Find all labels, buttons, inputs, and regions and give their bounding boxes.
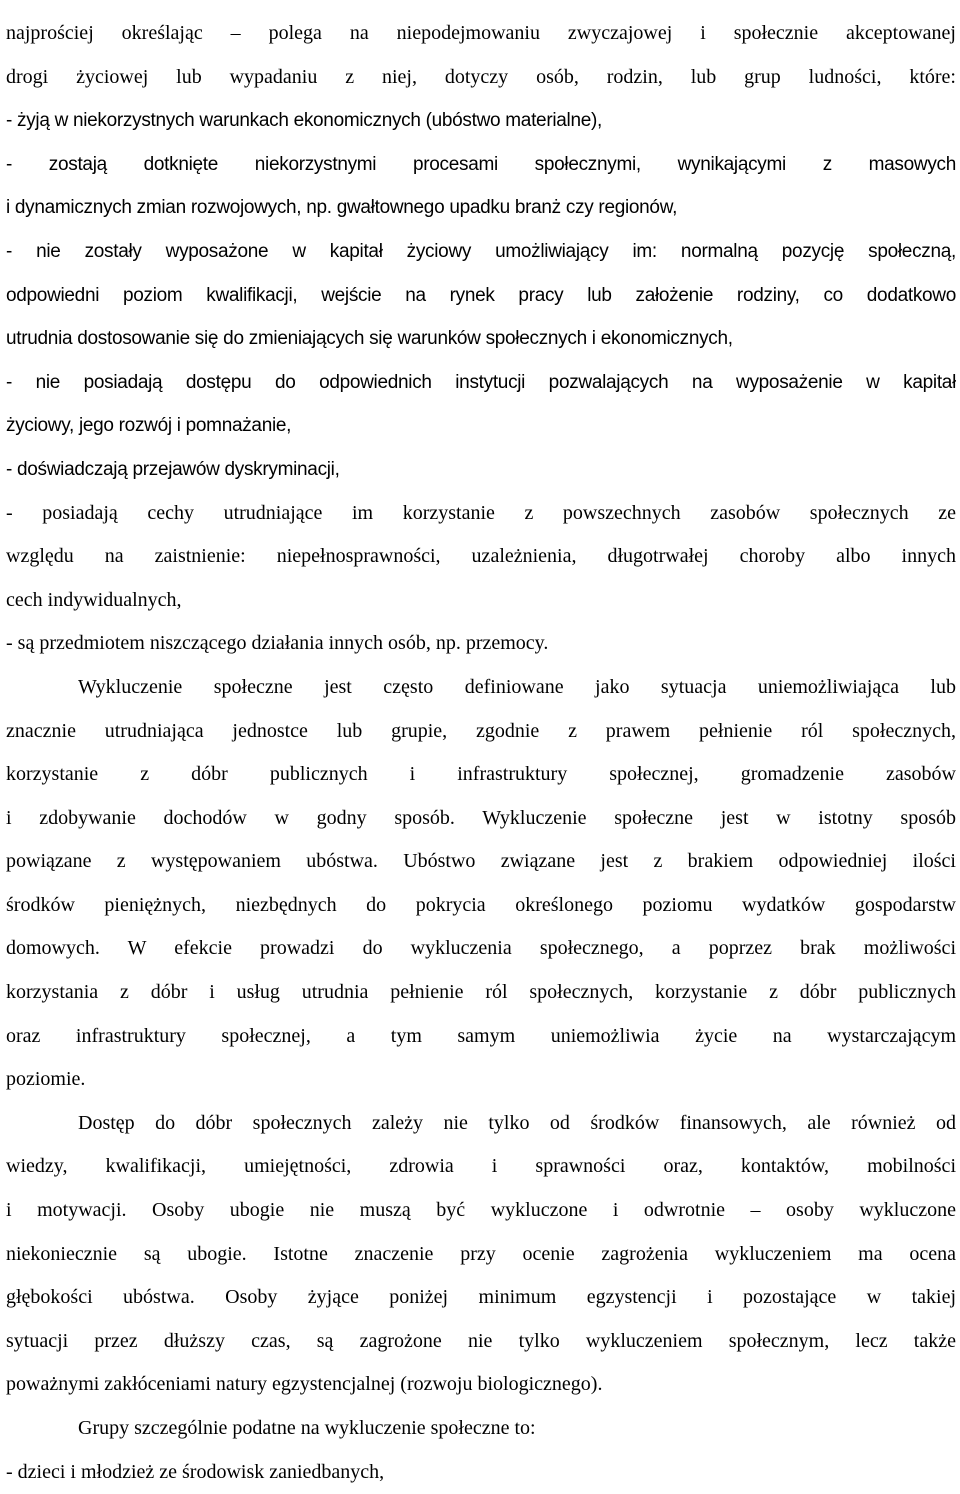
text-line: znacznie utrudniająca jednostce lub grupie, zgodnie z prawem pełnienie ról społecznych, — [6, 719, 956, 742]
text-line: poważnymi zakłóceniami natury egzystencjalnej (rozwoju biologicznego). — [6, 1373, 603, 1396]
text-line: korzystanie z dóbr publicznych i infrastruktury społecznej, gromadzenie zasobów — [6, 763, 956, 786]
text-line: - są przedmiotem niszczącego działania innych osób, np. przemocy. — [6, 632, 549, 655]
text-line: wiedzy, kwalifikacji, umiejętności, zdrowia i sprawności oraz, kontaktów, mobilności — [6, 1155, 956, 1178]
text-line: sytuacji przez dłuższy czas, są zagrożone nie tylko wykluczeniem społecznym, lecz także — [6, 1329, 956, 1352]
text-line: domowych. W efekcie prowadzi do wykluczenia społecznego, a poprzez brak możliwości — [6, 937, 956, 960]
text-line: i motywacji. Osoby ubogie nie muszą być wykluczone i odwrotnie – osoby wykluczone — [6, 1199, 956, 1222]
text-line: - dzieci i młodzież ze środowisk zaniedbanych, — [6, 1460, 385, 1483]
text-line: niekoniecznie są ubogie. Istotne znaczenie przy ocenie zagrożenia wykluczeniem ma ocena — [6, 1242, 956, 1265]
document-page — [6, 12, 956, 1494]
text-line: względu na zaistnienie: niepełnosprawności, uzależnienia, długotrwałej choroby albo innych — [6, 545, 956, 568]
text-line: cech indywidualnych, — [6, 588, 182, 611]
text-line: - nie posiadają dostępu do odpowiednich instytucji pozwalających na wyposażenie w kapitał — [6, 371, 956, 393]
text-line: - posiadają cechy utrudniające im korzystanie z powszechnych zasobów społecznych ze — [6, 501, 956, 524]
text-line: drogi życiowej lub wypadaniu z niej, dotyczy osób, rodzin, lub grup ludności, które: — [6, 65, 956, 88]
text-line: - doświadczają przejawów dyskryminacji, — [6, 458, 340, 480]
text-line: - nie zostały wyposażone w kapitał życiowy umożliwiający im: normalną pozycję społeczną, — [6, 240, 956, 262]
text-line: - zostają dotknięte niekorzystnymi procesami społecznymi, wynikającymi z masowych — [6, 153, 956, 175]
text-line: środków pieniężnych, niezbędnych do pokrycia określonego poziomu wydatków gospodarstw — [6, 893, 956, 916]
text-line: oraz infrastruktury społecznej, a tym samym uniemożliwia życie na wystarczającym — [6, 1024, 956, 1047]
text-line: i dynamicznych zmian rozwojowych, np. gwałtownego upadku branż czy regionów, — [6, 197, 678, 219]
text-line: utrudnia dostosowanie się do zmieniających się warunków społecznych i ekonomicznych, — [6, 328, 733, 350]
text-line: powiązane z występowaniem ubóstwa. Ubóstwo związane jest z brakiem odpowiedniej ilości — [6, 850, 956, 873]
text-line: życiowy, jego rozwój i pomnażanie, — [6, 415, 292, 437]
paragraph-start-line: Wykluczenie społeczne jest często definiowane jako sytuacja uniemożliwiająca lub — [78, 675, 956, 698]
paragraph-start-line: Grupy szczególnie podatne na wykluczenie społeczne to: — [78, 1417, 536, 1439]
text-line: najprościej określając – polega na niepodejmowaniu zwyczajowej i społecznie akceptowanej — [6, 22, 956, 44]
text-line: - żyją w niekorzystnych warunkach ekonomicznych (ubóstwo materialne), — [6, 110, 602, 132]
paragraph-start-line: Dostęp do dóbr społecznych zależy nie tylko od środków finansowych, ale również od — [78, 1111, 956, 1134]
text-line: i zdobywanie dochodów w godny sposób. Wykluczenie społeczne jest w istotny sposób — [6, 806, 956, 829]
text-line: korzystania z dóbr i usług utrudnia pełnienie ról społecznych, korzystanie z dóbr publicznych — [6, 981, 956, 1004]
text-line: odpowiedni poziom kwalifikacji, wejście na rynek pracy lub założenie rodziny, co dodatkowo — [6, 284, 956, 306]
text-line: poziomie. — [6, 1068, 86, 1091]
text-line: głębokości ubóstwa. Osoby żyjące poniżej minimum egzystencji i pozostające w takiej — [6, 1286, 956, 1309]
